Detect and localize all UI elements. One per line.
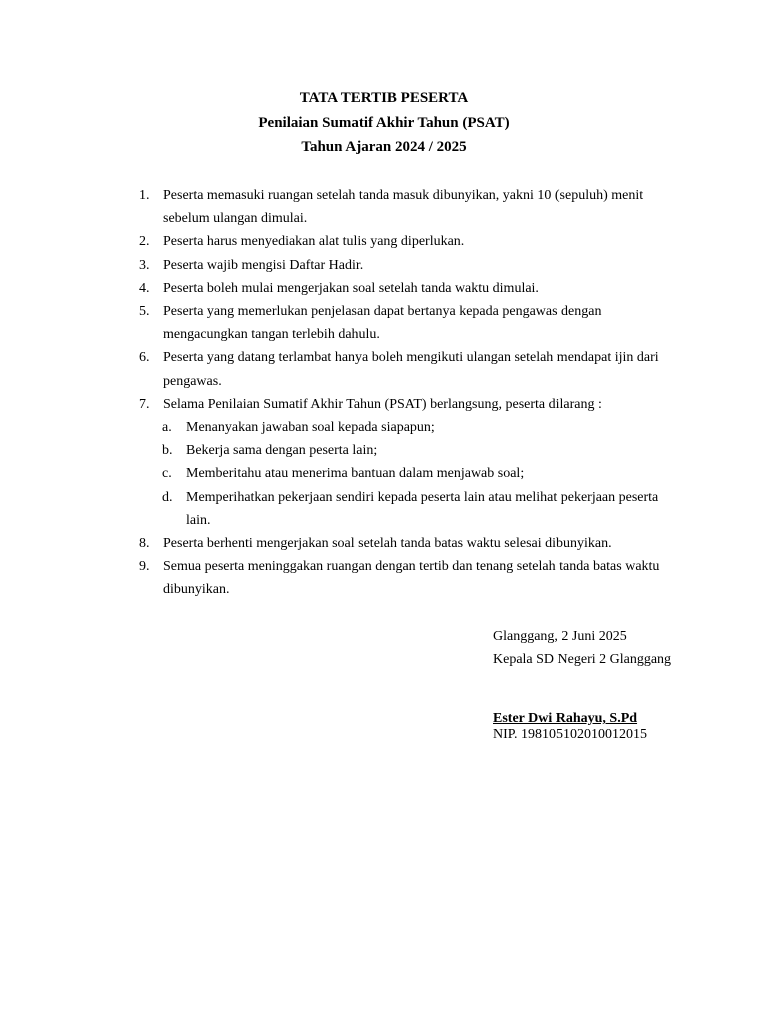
signer-nip: NIP. 198105102010012015 (493, 727, 648, 742)
prohibition-text: Memberitahu atau menerima bantuan dalam menjawab soal; (186, 466, 525, 482)
rule-text: Peserta yang datang terlambat hanya boleh mengikuti ulangan setelah mendapat ijin dari pengawas. (163, 350, 659, 389)
rule-number: 2. (139, 234, 150, 250)
rule-item (139, 346, 679, 392)
rule-item (139, 532, 679, 555)
rule-item (139, 277, 679, 300)
rule-number: 6. (139, 350, 150, 366)
academic-year: Tahun Ajaran 2024 / 2025 (301, 139, 467, 155)
prohibition-item (139, 462, 679, 485)
rule-number: 4. (139, 280, 150, 296)
prohibition-letter: b. (162, 443, 173, 459)
rule-item (139, 555, 679, 601)
signer-name: Ester Dwi Rahayu, S.Pd (493, 711, 638, 726)
prohibition-text: Memperihatkan pekerjaan sendiri kepada peserta lain atau melihat pekerjaan peserta lain. (186, 489, 659, 528)
prohibition-item (139, 416, 679, 439)
prohibition-item (139, 439, 679, 462)
rule-item (139, 230, 679, 253)
rule-text: Selama Penilaian Sumatif Akhir Tahun (PSAT) berlangsung, peserta dilarang : (163, 396, 602, 412)
rule-number: 8. (139, 536, 150, 552)
place-date: Glanggang, 2 Juni 2025 (493, 629, 627, 644)
rule-item (139, 184, 679, 230)
rule-text: Peserta berhenti mengerjakan soal setelah tanda batas waktu selesai dibunyikan. (163, 536, 612, 552)
prohibition-letter: d. (162, 489, 173, 505)
rule-number: 1. (139, 188, 150, 203)
document-subtitle: Penilaian Sumatif Akhir Tahun (PSAT) (258, 114, 510, 131)
prohibition-text: Menanyakan jawaban soal kepada siapapun; (186, 420, 435, 436)
rule-number: 9. (139, 559, 150, 575)
rules-list (139, 184, 679, 602)
rule-text: Peserta memasuki ruangan setelah tanda masuk dibunyikan, yakni 10 (sepuluh) menit sebelum ulangan dimulai. (163, 188, 644, 227)
prohibition-item (139, 486, 679, 532)
signer-position: Kepala SD Negeri 2 Glanggang (493, 652, 672, 667)
rule-text: Peserta boleh mulai mengerjakan soal setelah tanda waktu dimulai. (163, 280, 539, 296)
rule-text: Semua peserta meninggakan ruangan dengan tertib dan tenang setelah tanda batas waktu dibunyikan. (163, 559, 660, 598)
rule-item (139, 300, 679, 346)
rule-item (139, 393, 679, 416)
rule-number: 3. (139, 257, 150, 273)
document-header (46, 86, 722, 160)
rule-item (139, 254, 679, 277)
prohibition-text: Bekerja sama dengan peserta lain; (186, 443, 378, 459)
signature-block (493, 625, 671, 743)
rule-text: Peserta harus menyediakan alat tulis yang diperlukan. (163, 234, 465, 250)
prohibition-letter: c. (162, 466, 172, 482)
rule-number: 7. (139, 396, 150, 412)
document-title: TATA TERTIB PESERTA (299, 90, 469, 106)
rule-text: Peserta wajib mengisi Daftar Hadir. (163, 257, 364, 273)
rule-number: 5. (139, 304, 150, 320)
prohibition-letter: a. (162, 420, 172, 436)
rule-text: Peserta yang memerlukan penjelasan dapat bertanya kepada pengawas dengan mengacungkan tangan terlebih dahulu. (163, 304, 602, 343)
